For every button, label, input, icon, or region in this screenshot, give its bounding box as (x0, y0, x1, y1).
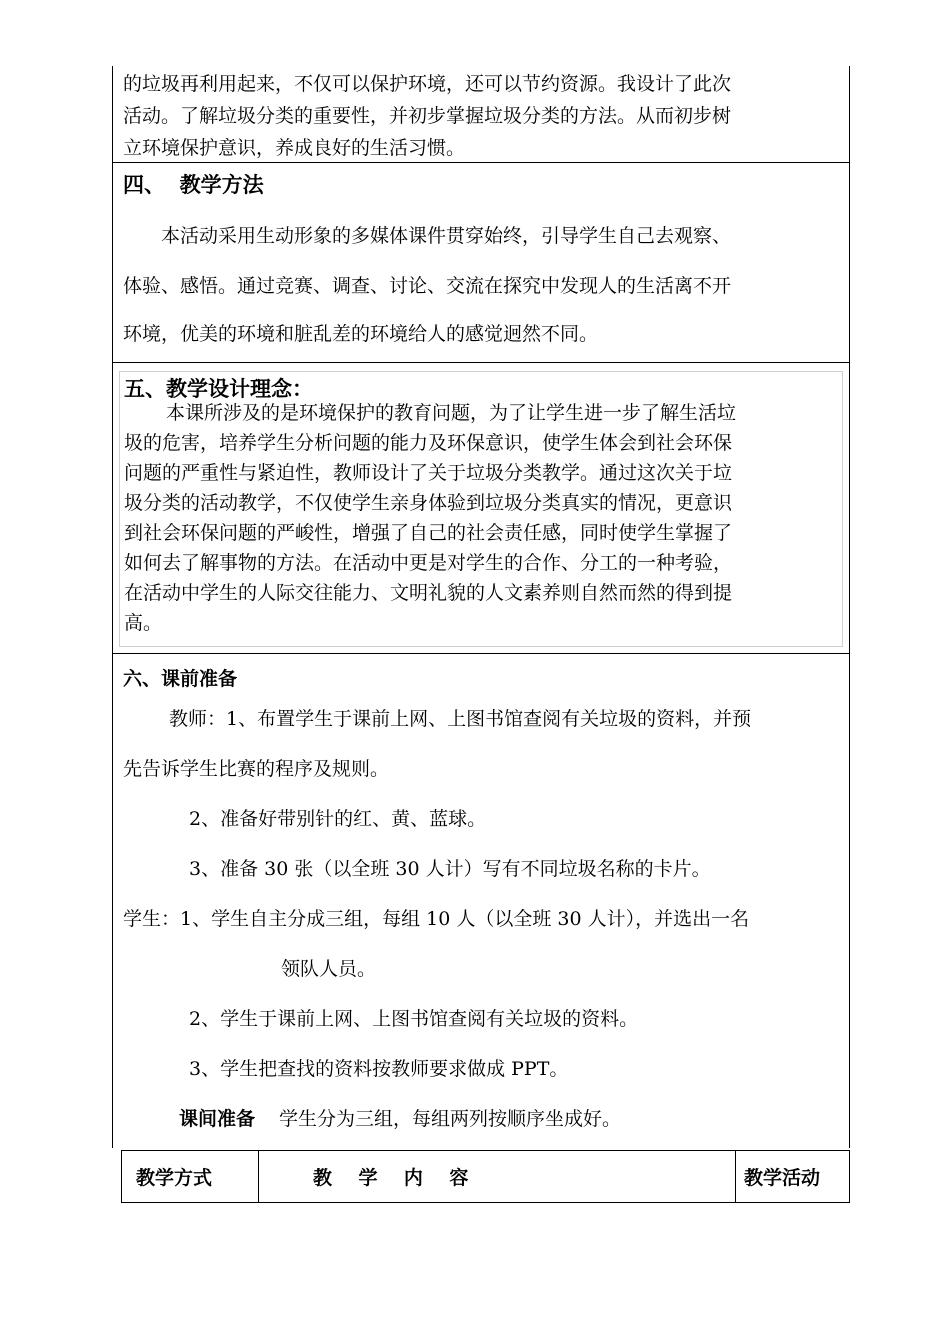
section-preparation (112, 654, 850, 1148)
continuation-line-1: 的垃圾再利用起来，不仅可以保护环境，还可以节约资源。我设计了此次 (123, 73, 732, 95)
teaching-table-header (121, 1150, 850, 1203)
section5-line-4: 圾分类的活动教学，不仅使学生亲身体验到垃圾分类真实的情况，更意识 (124, 492, 733, 514)
teacher-item-3: 3、准备 30 张（以全班 30 人计）写有不同垃圾名称的卡片。 (189, 858, 711, 880)
section4-line-2: 体验、感悟。通过竞赛、调查、讨论、交流在探究中发现人的生活离不开 (123, 275, 732, 297)
section5-line-8: 高。 (124, 612, 163, 634)
student-item-2: 2、学生于课前上网、上图书馆查阅有关垃圾的资料。 (189, 1008, 639, 1030)
section5-line-5: 到社会环保问题的严峻性，增强了自己的社会责任感，同时使学生掌握了 (124, 522, 733, 544)
header-teaching-content: 教 学 内 容 (259, 1151, 736, 1202)
section5-line-3: 问题的严重性与紧迫性，教师设计了关于垃圾分类教学。通过这次关于垃 (124, 462, 733, 484)
teacher-item-1-line-2: 先告诉学生比赛的程序及规则。 (123, 758, 390, 780)
student-item-1-line-1: 学生：1、学生自主分成三组，每组 10 人（以全班 30 人计），并选出一名 (123, 908, 750, 930)
section-design-concept (112, 363, 850, 654)
class-preparation-line (179, 1104, 621, 1131)
student-item-3: 3、学生把查找的资料按教师要求做成 PPT。 (189, 1058, 569, 1080)
header-teaching-activity: 教学活动 (744, 1167, 821, 1189)
section4-heading: 四、 教学方法 (123, 173, 264, 197)
section6-heading: 六、课前准备 (123, 668, 238, 690)
section5-line-7: 在活动中学生的人际交往能力、文明礼貌的人文素养则自然而然的得到提 (124, 582, 733, 604)
continuation-cell (112, 66, 850, 163)
class-preparation-label: 课间准备 (179, 1108, 256, 1130)
section5-line-6: 如何去了解事物的方法。在活动中更是对学生的合作、分工的一种考验， (124, 552, 733, 574)
section5-line-1: 本课所涉及的是环境保护的教育问题，为了让学生进一步了解生活垃 (166, 402, 737, 424)
section-teaching-methods (112, 163, 850, 363)
section5-heading: 五、教学设计理念： (124, 377, 313, 401)
teacher-item-1-line-1: 教师：1、布置学生于课前上网、上图书馆查阅有关垃圾的资料，并预 (169, 708, 752, 730)
section4-line-3: 环境，优美的环境和脏乱差的环境给人的感觉迥然不同。 (123, 323, 599, 345)
class-preparation-text: 学生分为三组，每组两列按顺序坐成好。 (279, 1108, 622, 1130)
design-concept-frame (119, 371, 843, 647)
teacher-item-2: 2、准备好带别针的红、黄、蓝球。 (189, 808, 487, 830)
section4-line-1: 本活动采用生动形象的多媒体课件贯穿始终，引导学生自己去观察、 (161, 225, 732, 247)
document-sheet (112, 66, 850, 1148)
student-item-1-line-2: 领队人员。 (281, 958, 377, 980)
continuation-line-3: 立环境保护意识，养成良好的生活习惯。 (123, 137, 466, 159)
header-teaching-mode: 教学方式 (122, 1151, 259, 1202)
section5-line-2: 圾的危害，培养学生分析问题的能力及环保意识，使学生体会到社会环保 (124, 432, 733, 454)
continuation-line-2: 活动。了解垃圾分类的重要性，并初步掌握垃圾分类的方法。从而初步树 (123, 105, 732, 127)
